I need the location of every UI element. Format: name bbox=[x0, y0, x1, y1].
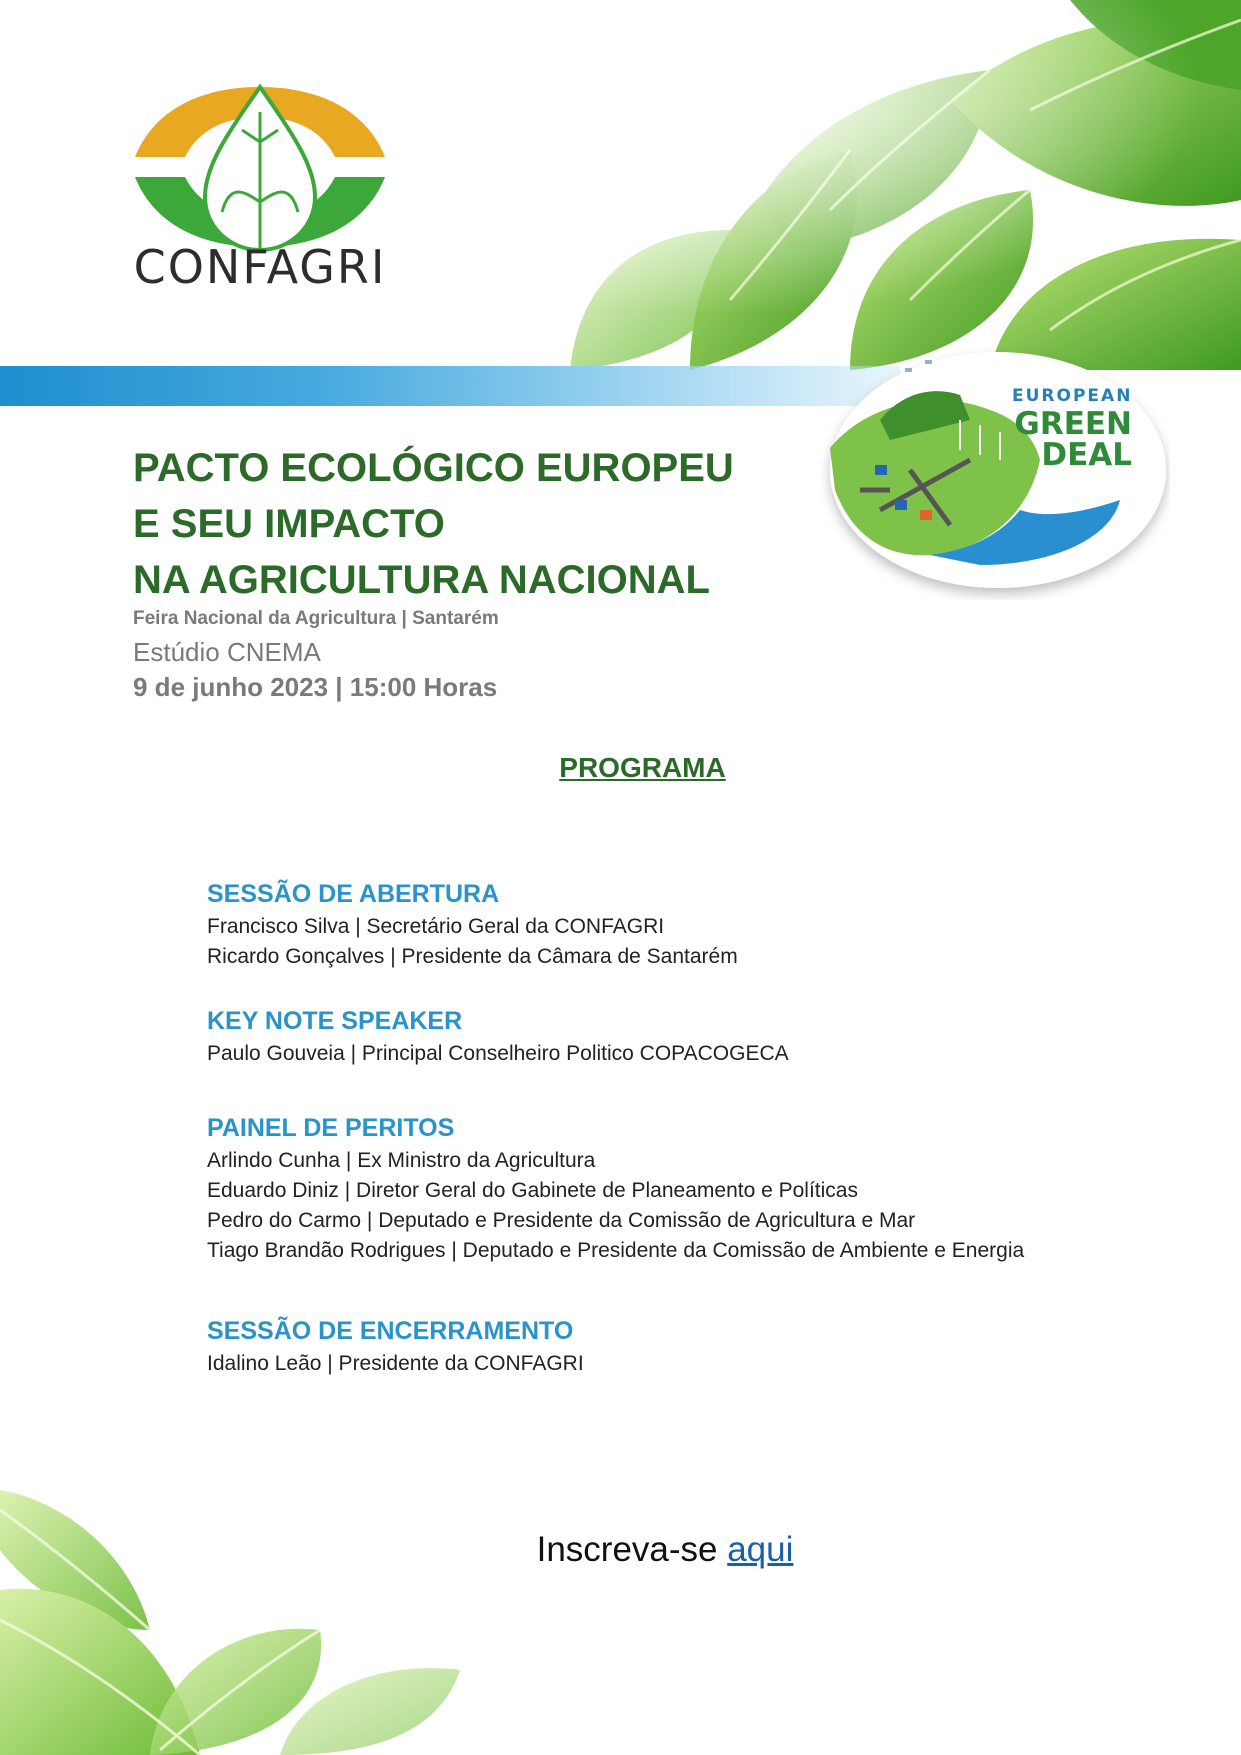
section-line: Arlindo Cunha | Ex Ministro da Agricultura bbox=[207, 1149, 596, 1172]
signup-line bbox=[0, 1530, 1241, 1570]
section-line: Pedro do Carmo | Deputado e Presidente da Comissão de Agricultura e Mar bbox=[207, 1209, 916, 1232]
green-leaves-background-icon bbox=[430, 0, 1241, 370]
header-divider-band bbox=[0, 366, 900, 406]
badge-line-1: EUROPEAN bbox=[1012, 386, 1133, 406]
title-line-2: E SEU IMPACTO bbox=[133, 502, 445, 546]
title-line-1: PACTO ECOLÓGICO EUROPEU bbox=[133, 446, 734, 490]
section-line: Francisco Silva | Secretário Geral da CONFAGRI bbox=[207, 915, 665, 938]
green-leaves-background-icon bbox=[0, 1470, 560, 1755]
program-heading: PROGRAMA bbox=[559, 752, 726, 783]
badge-line-2: GREEN bbox=[1014, 406, 1132, 442]
section-line: Idalino Leão | Presidente da CONFAGRI bbox=[207, 1352, 584, 1375]
signup-text: Inscreva-se bbox=[536, 1530, 728, 1569]
section-title: SESSÃO DE ABERTURA bbox=[207, 880, 500, 908]
event-studio: Estúdio CNEMA bbox=[133, 637, 321, 667]
section-line: Paulo Gouveia | Principal Conselheiro Politico COPACOGECA bbox=[207, 1042, 789, 1065]
signup-link[interactable]: aqui bbox=[727, 1530, 794, 1569]
section-line: Ricardo Gonçalves | Presidente da Câmara de Santarém bbox=[207, 945, 738, 968]
green-deal-badge-text bbox=[1012, 388, 1132, 471]
event-venue: Feira Nacional da Agricultura | Santarém bbox=[133, 608, 499, 629]
section-line: Eduardo Diniz | Diretor Geral do Gabinete de Planeamento e Políticas bbox=[207, 1179, 858, 1202]
event-datetime: 9 de junho 2023 | 15:00 Horas bbox=[133, 672, 498, 702]
section-title: PAINEL DE PERITOS bbox=[207, 1114, 455, 1142]
page-title bbox=[133, 440, 833, 608]
title-line-3: NA AGRICULTURA NACIONAL bbox=[133, 558, 710, 602]
section-line: Tiago Brandão Rodrigues | Deputado e Presidente da Comissão de Ambiente e Energia bbox=[207, 1239, 1025, 1262]
logo-wordmark: CONFAGRI bbox=[133, 240, 387, 294]
badge-line-3: DEAL bbox=[1041, 437, 1132, 473]
section-title: SESSÃO DE ENCERRAMENTO bbox=[207, 1317, 574, 1345]
section-title: KEY NOTE SPEAKER bbox=[207, 1007, 463, 1035]
